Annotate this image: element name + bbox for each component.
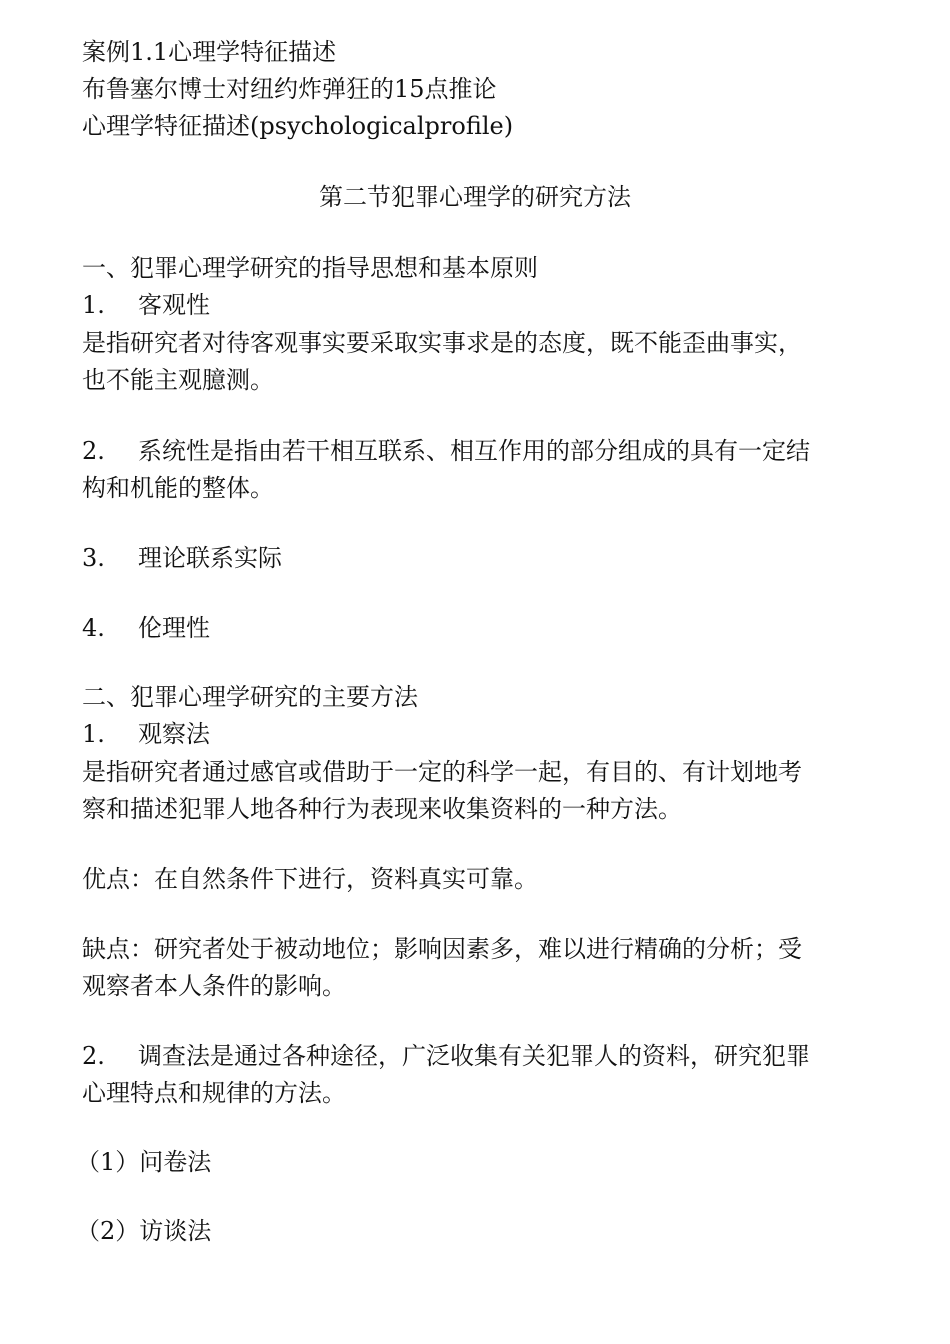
item-label: 理论联系实际 xyxy=(138,544,282,572)
case-subtitle: 布鲁塞尔博士对纽约炸弹狂的15点推论 xyxy=(82,75,497,103)
item-label: 调查法是通过各种途径，广泛收集有关犯罪人的资料，研究犯罪 xyxy=(138,1042,810,1070)
item-number: 2. xyxy=(82,1042,105,1070)
systematic-desc-cont: 构和机能的整体。 xyxy=(82,474,274,502)
case-term: 心理学特征描述(psychologicalprofile) xyxy=(82,112,514,140)
observation-pros: 优点：在自然条件下进行，资料真实可靠。 xyxy=(82,865,538,893)
part1-heading: 一、犯罪心理学研究的指导思想和基本原则 xyxy=(82,254,538,282)
survey-subitem-questionnaire: （1）问卷法 xyxy=(76,1148,212,1176)
section-title: 第二节犯罪心理学的研究方法 xyxy=(319,183,631,211)
method-item-observation xyxy=(82,716,882,752)
case-title: 案例1.1心理学特征描述 xyxy=(82,38,337,66)
item-number: 4. xyxy=(82,614,105,642)
principle-item-ethics xyxy=(82,610,882,646)
item-number: 1. xyxy=(82,291,105,319)
part2-heading: 二、犯罪心理学研究的主要方法 xyxy=(82,683,418,711)
item-number: 1. xyxy=(82,720,105,748)
principle-item-objectivity xyxy=(82,287,882,323)
objectivity-desc-line2: 也不能主观臆测。 xyxy=(82,366,274,394)
observation-desc-line1: 是指研究者通过感官或借助于一定的科学一起，有目的、有计划地考 xyxy=(82,758,802,786)
observation-cons-line1: 缺点：研究者处于被动地位；影响因素多，难以进行精确的分析；受 xyxy=(82,935,802,963)
survey-desc-cont: 心理特点和规律的方法。 xyxy=(82,1079,346,1107)
item-label: 观察法 xyxy=(138,720,210,748)
item-label: 客观性 xyxy=(138,291,210,319)
observation-cons-line2: 观察者本人条件的影响。 xyxy=(82,972,346,1000)
principle-item-systematic xyxy=(82,433,882,469)
item-number: 3. xyxy=(82,544,105,572)
item-label: 系统性是指由若干相互联系、相互作用的部分组成的具有一定结 xyxy=(138,437,810,465)
objectivity-desc-line1: 是指研究者对待客观事实要采取实事求是的态度，既不能歪曲事实， xyxy=(82,329,802,357)
item-label: 伦理性 xyxy=(138,614,210,642)
method-item-survey xyxy=(82,1038,882,1074)
survey-subitem-interview: （2）访谈法 xyxy=(76,1217,212,1245)
observation-desc-line2: 察和描述犯罪人地各种行为表现来收集资料的一种方法。 xyxy=(82,795,682,823)
principle-item-theory-practice xyxy=(82,540,882,576)
item-number: 2. xyxy=(82,437,105,465)
